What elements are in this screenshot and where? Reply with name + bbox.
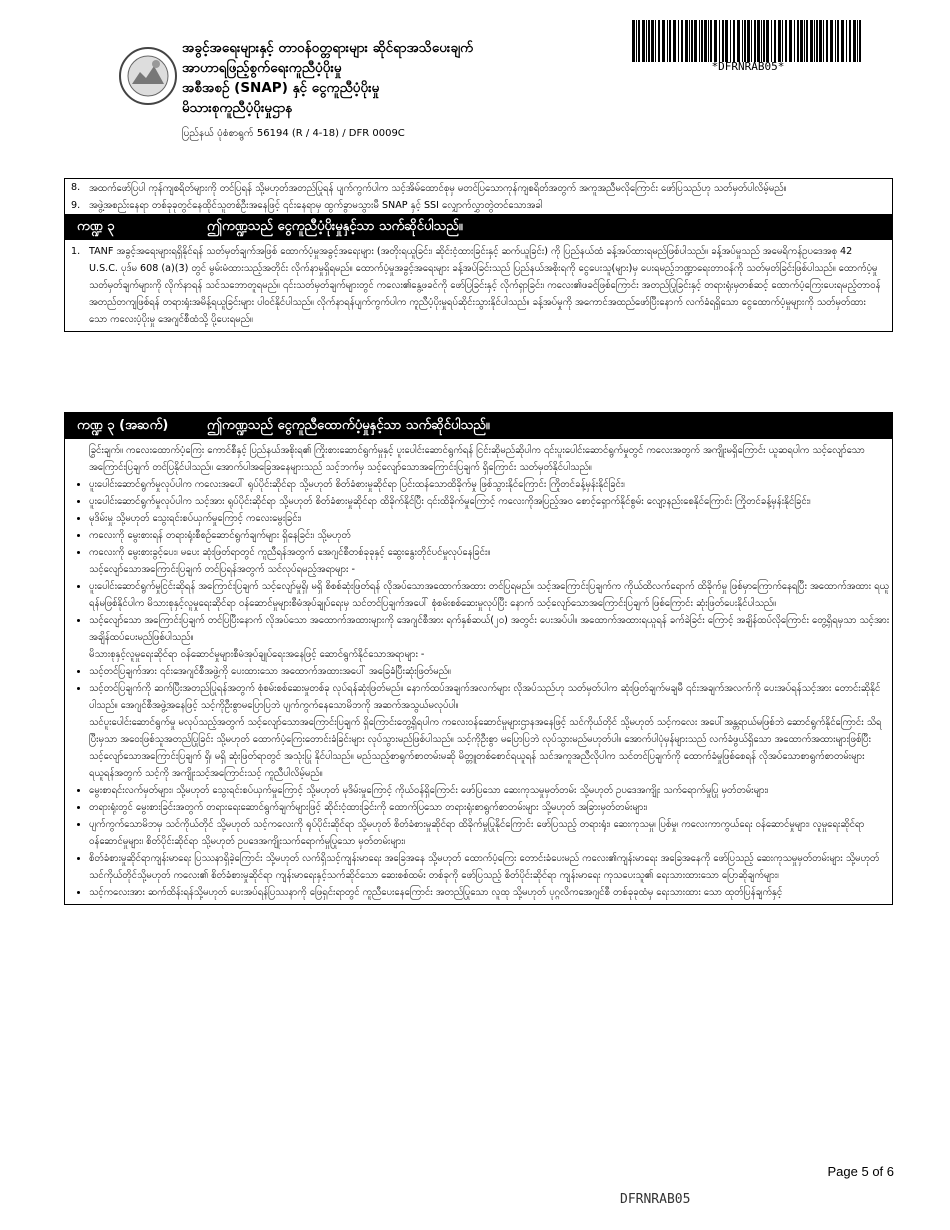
list-item: • မွေးစာရင်းလက်မှတ်များ၊ သို့မဟုတ် သွေးရင်းစပ်ယှက်မှုကြောင့် သို့မဟုတ် မုဒိမ်းမှုကြောင့် ကိုယ်ဝန်ရှိကြောင်း ဖော်ပြသော ဆေးကုသမှုမှတ်တမ်း သို့မဟုတ် ဥပဒေအကျိုး သက်ရောက်မှုပြု မှတ်တမ်းများ၊ xyxy=(89,782,892,799)
barcode-bar xyxy=(638,20,640,62)
barcode-bar xyxy=(658,20,660,62)
barcode-bar xyxy=(689,20,690,62)
barcode-bar xyxy=(774,20,776,62)
header-line-2: အာဟာရဖြည့်စွက်ရေးကူညီပံ့ပိုးမှု xyxy=(182,60,342,76)
barcode-bar xyxy=(667,20,668,62)
header xyxy=(182,38,602,141)
barcode-bar xyxy=(642,20,645,62)
barcode-bar xyxy=(806,20,808,62)
barcode-text: *DFRNRAB05* xyxy=(711,60,785,73)
header-line-4: မိသားစုကူညီပံ့ပိုးမှုဌာန xyxy=(182,100,293,116)
barcode-bar xyxy=(673,20,676,62)
barcode-bar xyxy=(648,20,650,62)
section-3-continued-heading: ကဏ္ဍ ၃ (အဆက်) ဤကဏ္ဍသည် ငွေကူညီထောက်ပံ့မှုနှင့်သာ သက်ဆိုင်ပါသည်။ xyxy=(65,413,892,439)
barcode-bar xyxy=(816,20,818,62)
barcode-bar xyxy=(662,20,665,62)
list-item: • သင့်လျော်သော အကြောင်းပြချက် တင်ပြပြီးနောက် လိုအပ်သော အထောက်အထားများကို အေဂျင်စီအား ရက်နှစ်ဆယ်(၂၀) အတွင်း ပေးအပ်ပါ။ အထောက်အထားရယူရန် ခက်ခဲခြင်း ကြောင့် အချိန်ထပ်လိုကြောင်း တွေ့ရှိရမှသာ သင့်အား အချိန်ထပ်ပေးမည်ဖြစ်ပါသည်။ xyxy=(89,612,892,646)
barcode-bar xyxy=(681,20,683,62)
barcode-bar xyxy=(835,20,836,62)
section-3-heading: ကဏ္ဍ ၃ ဤကဏ္ဍသည် ငွေကူညီပံ့ပိုးမှုနှင့်သာ သက်ဆိုင်ပါသည်။ xyxy=(65,214,892,240)
barcode-bar xyxy=(800,20,803,62)
list-item: • သင့်တင်ပြချက်အား ၎င်းအေဂျင်စီအဖွဲ့ကို ပေးထားသော အထောက်အထားအပေါ် အခြေခံပြီးဆုံးဖြတ်မည်။ xyxy=(89,663,892,680)
item-9: 9. အဖွဲ့အစည်းနေရာ တစ်ခုခုတွင်နေထိုင်သူတစ်ဦးအနေဖြင့် ၎င်းနေရာမှ ထွက်ခွာမသွားမီ SNAP နှင့် SSI လျှောက်လွှာတွဲတင်သောအခါ xyxy=(71,200,543,211)
barcode-bar xyxy=(678,20,679,62)
header-line-3: အစီအစဉ် (SNAP) နှင့် ငွေကူညီပံ့ပိုးမှု xyxy=(182,80,380,96)
barcode-bar xyxy=(751,20,752,62)
barcode-bar xyxy=(719,20,720,62)
item-8: 8. အထက်ဖော်ပြပါ ကုန်ကျစရိတ်များကို တင်ပြရန် သို့မဟုတ်အတည်ပြုရန် ပျက်ကွက်ပါက သင့်အိမ်ထောင်စုမှ မတင်ပြသောကုန်ကျစရိတ်အတွက် အကူအညီမလိုကြောင်း ဖော်ပြသည်ဟု သတ်မှတ်ပါလိမ့်မည်။ xyxy=(71,182,787,194)
barcode-bar xyxy=(701,20,703,62)
barcode-bar xyxy=(730,20,731,62)
barcode-bar xyxy=(742,20,743,62)
page-number: Page 5 of 6 xyxy=(827,1164,894,1179)
barcode-bar xyxy=(685,20,688,62)
barcode-bar xyxy=(778,20,781,62)
barcode-bar xyxy=(655,20,656,62)
barcode-bar xyxy=(841,20,844,62)
barcode xyxy=(632,20,864,62)
barcode-bar xyxy=(699,20,700,62)
barcode-bar xyxy=(754,20,756,62)
barcode-bar xyxy=(857,20,858,62)
barcode-bar xyxy=(819,20,822,62)
good-cause-intro: ခြွင်းချက်။ ကလေးထောက်ပံ့ကြေး ကောင်စီနှင့် ပြည်နယ်အစိုးရ၏ ကြိုးစားဆောင်ရွက်မှုနှင့် ပူးပေါင်းဆောင်ရွက်ရန် ငြင်းဆိုမည်ဆိုပါက ၎င်းပူးပေါင်းဆောင်ရွက်မှုတွင် ကလေးအတွက် အကျိုးမရှိကြောင်း ယူဆရပါက သင့်လျော်သော အကြောင်းပြချက် တင်ပြနိုင်ပါသည်။ အောက်ပါအခြေအနေများသည် သင့်ဘက်မှ သင့်လျော်သောအကြောင်းပြချက် ရှိကြောင်း သတ်မှတ်နိုင်ပါသည်။ xyxy=(89,445,865,473)
footer-form-code: DFRNRAB05 xyxy=(620,1192,691,1207)
barcode-bar xyxy=(853,20,856,62)
header-line-1: အခွင့်အရေးများနှင့် တာဝန်ဝတ္တရားများ ဆိုင်ရာအသိပေးချက် xyxy=(182,40,474,56)
barcode-bar xyxy=(761,20,762,62)
barcode-bar xyxy=(714,20,717,62)
agency-actions-list xyxy=(65,663,892,714)
list-item: • စိတ်ခံစားမှုဆိုင်ရာကျန်းမာရေး ပြဿနာရှိခဲ့ကြောင်း သို့မဟုတ် လက်ရှိသင့်ကျန်းမာရေး အခြေအနေ သို့မဟုတ် ထောက်ပံ့ကြေး တောင်းခံပေးမည် ကလေး၏ကျန်းမာရေး အခြေအနေကို ဖော်ပြသည့် ဆေးကုသမှုမှတ်တမ်းများ သို့မဟုတ် သင်ကိုယ်တိုင်သို့မဟုတ် ကလေး၏ စိတ်ခံစားမှုဆိုင်ရာ ကျန်းမာရေးနှင့်သက်ဆိုင်သော ဆေးစစ်ထမ်း တစ်ခုကို ဖော်ပြသည့် စိတ်ပိုင်းဆိုင်ရာ ကျန်းမာရေး ကုသပေးသူ၏ ရေးသားထားသော ပြောဆိုချက်များ၊ xyxy=(89,850,892,884)
barcode-bar xyxy=(747,20,750,62)
state-seal-logo xyxy=(118,46,178,106)
barcode-bar xyxy=(694,20,697,62)
barcode-bar xyxy=(785,20,787,62)
barcode-bar xyxy=(826,20,828,62)
barcode-bar xyxy=(837,20,839,62)
barcode-bar xyxy=(804,20,805,62)
barcode-bar xyxy=(757,20,760,62)
barcode-bar xyxy=(646,20,647,62)
acceptable-evidence-list xyxy=(65,782,892,904)
barcode-bar xyxy=(669,20,671,62)
barcode-bar xyxy=(704,20,707,62)
barcode-bar xyxy=(722,20,724,62)
barcode-bar xyxy=(632,20,635,62)
barcode-bar xyxy=(859,20,861,62)
list-item: • တရားရုံးတွင် မွေးစားခြင်းအတွက် တရားရေးဆောင်ရွက်ချက်များဖြင့် ဆိုင်းငံ့ထားခြင်းကို ထောက်ပြသော တရားရုံးစာရွက်စာတမ်းများ သို့မဟုတ် အခြားမှတ်တမ်းများ၊ xyxy=(89,799,892,816)
barcode-bar xyxy=(744,20,746,62)
barcode-bar xyxy=(823,20,824,62)
list-item: • ပူးပေါင်းဆောင်ရွက်မှုလုပ်ပါက ကလေးအပေါ် ရုပ်ပိုင်းဆိုင်ရာ သို့မဟုတ် စိတ်ခံစားမှုဆိုင်ရာ ပြင်းထန်သောထိခိုက်မှု ဖြစ်သွားနိုင်ကြောင်း ကြိုတင်ခန့်မှန်းနိုင်ခြင်း၊ xyxy=(89,476,892,493)
barcode-bar xyxy=(763,20,765,62)
barcode-bar xyxy=(636,20,637,62)
form-number: ပြည်နယ် ပုံစံစာရွက် 56194 (R / 4-18) / DFR 0009C xyxy=(182,128,405,139)
list-item: • သင့်ကလေးအား ဆက်ထိန်းရန်သို့မဟုတ် ပေးအပ်ရန်ပြဿနာကို ဖြေရှင်းရာတွင် ကူညီပေးနေကြောင်း အတည်ပြုသော လူထု သို့မဟုတ် ပုဂ္ဂလိကအေဂျင်စီ တစ်ခုခုထံမှ ရေးသားထား သော ထုတ်ပြန်ချက်နှင့် xyxy=(89,884,892,901)
acceptable-evidence-paragraph: သင်ပူးပေါင်းဆောင်ရွက်မှု မလုပ်သည့်အတွက် သင့်လျော်သောအကြောင်းပြချက် ရှိကြောင်းတွေ့ရှိရပါက ကလေးဝန်ဆောင်မှုများဌာနအနေဖြင့် သင်ကိုယ်တိုင် သို့မဟုတ် သင့်ကလေး အပေါ်အန္တရာယ်မဖြစ်ဘဲ ဆောင်ရွက်နိုင်ကြောင်း သိရပြီးမှသာ အဝေးဖြစ်သူအတည်ပြုခြင်း သို့မဟုတ် ထောက်ပံ့ကြေးတောင်းခံခြင်းများ လုပ်သွားမည်ဖြစ်ပါသည်။ သင့်ကိုဦးစွာ မပြောပြဘဲ လုပ်သွားမည်မဟုတ်ပါ။ အောက်ပါပုံမှန်များသည် လက်ခံဖွယ်ရှိသော အထောက်အထားများဖြစ်ပြီး သင့်လျော်သောအကြောင်းပြချက် ရှိ၊ မရှိ ဆုံးဖြတ်ရာတွင် အသုံးပြု နိုင်ပါသည်။ မည်သည့်စာရွက်စာတမ်းမဆို မိတ္တူတစ်စောင်ရယူရန် သင်အကူအညီလိုပါက သင်တင်ပြချက်ကို ထောက်ခံမှုဖြစ်စေရန် လိုအပ်သောစာရွက်စာတမ်းများ ရယူရန်အတွက် သင့်ကို အကျိုးသင့်အကြောင်းသင့် ကူညီပါလိမ့်မည်။ xyxy=(89,717,882,779)
barcode-bar xyxy=(789,20,792,62)
barcode-bar xyxy=(797,20,799,62)
barcode-bar xyxy=(733,20,735,62)
what-you-must-do-heading: သင့်လျော်သောအကြောင်းပြချက် တင်ပြရန်အတွက် သင်လုပ်ရမည့်အရာများ - xyxy=(89,564,355,575)
barcode-bar xyxy=(708,20,709,62)
list-item: • ကလေးကို မွေးစားခွင့်ပေး၊ မပေး ဆုံးဖြတ်ရာတွင် ကူညီရန်အတွက် အေဂျင်စီတစ်ခုခုနှင့် ဆွေးနွေးတိုင်ပင်မှုလုပ်နေခြင်း။ xyxy=(89,544,892,561)
list-item: • ကလေးကို မွေးစားရန် တရားရုံးစီစဉ်ဆောင်ရွက်ချက်များ ရှိနေခြင်း၊ သို့မဟုတ် xyxy=(89,527,892,544)
section-3-continued-box xyxy=(64,412,893,905)
barcode-bar xyxy=(846,20,847,62)
barcode-bar xyxy=(849,20,851,62)
list-item: • မုဒိမ်းမှု သို့မဟုတ် သွေးရင်းစပ်ယှက်မှုကြောင့် ကလေးမွေးခြင်း၊ xyxy=(89,510,892,527)
barcode-bar xyxy=(710,20,712,62)
good-cause-list xyxy=(65,476,892,561)
barcode-bar xyxy=(651,20,654,62)
barcode-bar xyxy=(766,20,769,62)
what-you-must-do-list xyxy=(65,578,892,646)
items-8-9-box xyxy=(64,178,893,332)
agency-actions-heading: မိသားစုနှင့်လူမှုရေးဆိုင်ရာ ဝန်ဆောင်မှုများစီမံအုပ်ချုပ်ရေးအနေဖြင့် ဆောင်ရွက်နိုင်သောအရာများ - xyxy=(89,649,425,660)
barcode-bar xyxy=(771,20,772,62)
barcode-bar xyxy=(830,20,833,62)
barcode-bar xyxy=(691,20,693,62)
barcode-bar xyxy=(794,20,795,62)
list-item: • ပူးပေါင်းဆောင်ရွက်မှုလုပ်ပါက သင့်အား ရုပ်ပိုင်းဆိုင်ရာ သို့မဟုတ် စိတ်ခံစားမှုဆိုင်ရာ ထိခိုက်နိုင်ပြီး ၎င်းထိခိုက်မှုကြောင့် ကလေးကိုအပြည့်အဝ စောင့်ရှောက်နိုင်စွမ်း လျော့နည်းစေနိုင်ကြောင်း ကြိုတင်ခန့်မှန်းနိုင်ခြင်း၊ xyxy=(89,493,892,510)
barcode-bar xyxy=(782,20,783,62)
section-3-item-1: 1. TANF အခွင့်အရေးများရရှိနိုင်ရန် သတ်မှတ်ချက်အဖြစ် ထောက်ပံ့မှုအခွင့်အရေးများ (အတိုးရယူခြင်း၊ ဆိုင်းငံ့ထားခြင်းနှင့် ဆက်ယူခြင်း) ကို ပြည်နယ်ထံ ခန့်အပ်ထားရမည်ဖြစ်ပါသည်။ ခန့်အပ်မှုသည် အမေရိကန်ဥပဒေအစု 42 U.S.C. ပုဒ်မ 608 (a)(3) တွင် မွမ်းမံထားသည့်အတိုင်း လိုက်နာမှုရှိရမည်။ ထောက်ပံ့မှုအခွင့်အရေးများ ခန့်အပ်ခြင်းသည် ပြည်နယ်အစိုးရကို ငွေပေးသူ(များ)မှ ပေးရမည့်ဘဏ္ဍာရေးတာဝန်ကို သတ်မှတ်ခြင်းဖြစ်ပါသည်။ ထောက်ပံ့မှုသတ်မှတ်ချက်များကို လိုက်နာရန် သင်သဘောတူရမည်။ ၎င်းသတ်မှတ်ချက်များတွင် ကလေး၏နွေ့ဖခင်ကို ဖော်ပြခြင်းနှင့် လိုက်ရှာခြင်း၊ ကလေး၏ဖခင်ဖြစ်ကြောင်း အတည်ပြုခြင်းနှင့် တရားရုံးမှတစ်ဆင့် ထောက်ပံ့ကြေးပေးရမည့်တာဝန် အတည်တကျဖြစ်ရန် တရားရုံးအမိန့်ရယူခြင်းများ ပါဝင်နိုင်ပါသည်။ လိုက်နာရန်ပျက်ကွက်ပါက ကူညီပံ့ပိုးမှုရပ်ဆိုင်းသွားနိုင်ပါသည်။ ခန့်အပ်မှုကို အကောင်အထည်ဖော်ပြီးနောက် လက်ခံရရှိသော ငွေထောက်ပံ့မှုများကို သတ်မှတ်ထားသော ကလေးပံ့ပိုးမှု အေဂျင်စီထံသို့ ပို့ပေးရမည်။ xyxy=(71,246,881,325)
list-item: • ပျက်ကွက်သောမိဘမှ သင်ကိုယ်တိုင် သို့မဟုတ် သင့်ကလေးကို ရုပ်ပိုင်းဆိုင်ရာ သို့မဟုတ် စိတ်ခံစားမှုဆိုင်ရာ ထိခိုက်မှုပြုနိုင်ကြောင်း ဖော်ပြသည့် တရားရုံး၊ ဆေးကုသမှု၊ ပြစ်မှု၊ ကလေးကာကွယ်ရေး ဝန်ဆောင်မှုများ၊ လူမှုရေးဆိုင်ရာဝန်ဆောင်မှုများ၊ စိတ်ပိုင်းဆိုင်ရာ သို့မဟုတ် ဥပဒေအကျိုးသက်ရောက်မှုပြုသော မှတ်တမ်းများ၊ xyxy=(89,816,892,850)
barcode-bar xyxy=(814,20,815,62)
list-item: • သင့်တင်ပြချက်ကို ဆက်ပြီးအတည်ပြုရန်အတွက် စုံစမ်းစစ်ဆေးမှုတစ်ခု လုပ်ရန်ဆုံးဖြတ်မည်။ နောက်ထပ်အချက်အလက်များ လိုအပ်သည်ဟု သတ်မှတ်ပါက ဆုံးဖြတ်ချက်မချမီ ၎င်းအချက်အလက်ကို ပေးအပ်ရန်သင့်အား တောင်းဆိုနိုင်ပါသည်။ အေဂျင်စီအဖွဲ့အနေဖြင့် သင့်ကိုဦးစွာမပြောပြဘဲ ပျက်ကွက်နေသောမိဘကို အဆက်အသွယ်မလုပ်ပါ။ xyxy=(89,680,892,714)
barcode-bar xyxy=(737,20,740,62)
barcode-bar xyxy=(810,20,813,62)
barcode-bar xyxy=(725,20,728,62)
list-item: • ပူးပေါင်းဆောင်ရွက်မှုငြင်းဆိုရန် အကြောင်းပြချက် သင့်လျော်မှုရှိ၊ မရှိ စိစစ်ဆုံးဖြတ်ရန် လိုအပ်သောအထောက်အထား တင်ပြရမည်။ သင့်အကြောင်းပြချက်က ကိုယ်ထိလက်ရောက် ထိခိုက်မှု ဖြစ်မှာကြောက်နေရပြီး အထောက်အထား ရယူရန်မဖြစ်နိုင်ပါက မိသားစုနှင့်လူမှုရေးဆိုင်ရာ ဝန်ဆောင်မှုများစီမံအုပ်ချုပ်ရေးမှ သင်တင်ပြချက်အပေါ် စုံစမ်းစစ်ဆေးမှုလုပ်ပြီး နောက် သင့်လျော်သောအကြောင်းပြချက် ဖြစ်ကြောင်း ဆုံးဖြတ်ပေးနိုင်ပါသည်။ xyxy=(89,578,892,612)
